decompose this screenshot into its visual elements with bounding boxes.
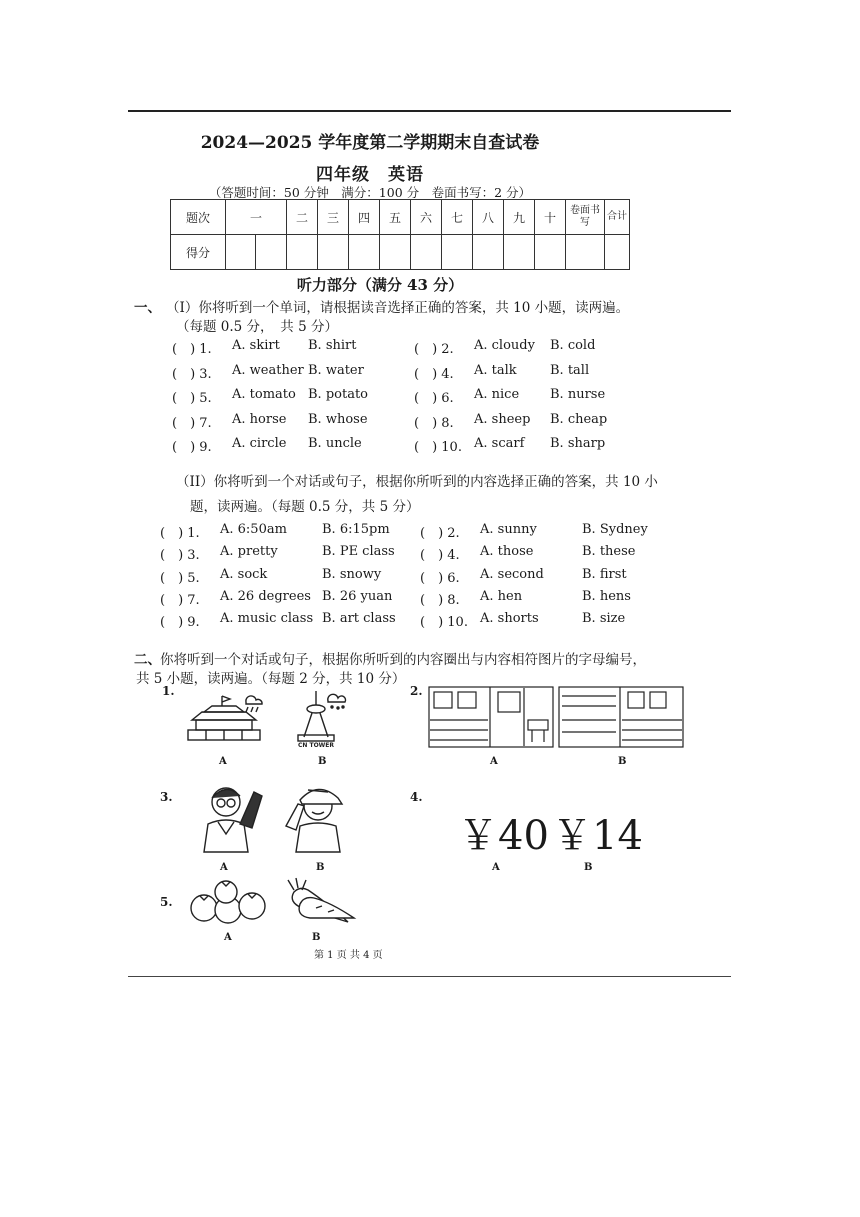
classroom-picture-a[interactable] xyxy=(428,686,554,748)
cn-tower-picture[interactable] xyxy=(292,689,352,749)
score-cell[interactable] xyxy=(535,235,566,270)
answer-bracket[interactable]: ( ) 2. xyxy=(420,526,460,541)
listening-section-title: 听力部分（满分 43 分） xyxy=(296,276,464,294)
answer-bracket[interactable]: ( ) 5. xyxy=(172,391,212,406)
option-b: B. sharp xyxy=(550,436,606,451)
option-b: B. these xyxy=(582,544,636,560)
answer-bracket[interactable]: ( ) 8. xyxy=(414,415,454,431)
option-b: B. snowy xyxy=(322,566,382,582)
top-rule xyxy=(128,110,731,112)
option-a: A. second xyxy=(480,566,544,582)
option-a: A. 6:50am xyxy=(220,522,287,537)
picture-item-number: 3. xyxy=(160,790,173,804)
answer-bracket[interactable]: ( ) 6. xyxy=(414,391,454,406)
option-label-b[interactable]: B xyxy=(318,756,327,767)
part1-sub2-points: 题，读两遍。（每题 0.5 分，共 5 分） xyxy=(190,499,420,515)
part1-sub2-instruction: （II）你将听到一个对话或句子，根据你所听到的内容选择正确的答案，共 10 小 xyxy=(176,474,658,490)
answer-bracket[interactable]: ( ) 8. xyxy=(420,592,460,608)
score-cell[interactable] xyxy=(318,235,349,270)
option-b: B. Sydney xyxy=(582,522,648,537)
score-col: 三 xyxy=(318,200,349,235)
boy-cap-picture[interactable] xyxy=(278,782,358,854)
cn-tower-label: CN TOWER xyxy=(297,742,335,749)
score-table-header-row xyxy=(171,200,630,235)
option-a: A. circle xyxy=(232,436,287,451)
answer-bracket[interactable]: ( ) 9. xyxy=(160,615,200,631)
option-b: B. first xyxy=(582,566,627,582)
score-cell[interactable] xyxy=(566,235,605,270)
score-row-label: 题次 xyxy=(171,200,226,235)
picture-item-number: 5. xyxy=(160,895,173,909)
score-table-score-row xyxy=(171,235,630,270)
score-cell[interactable] xyxy=(380,235,411,270)
option-b: B. 26 yuan xyxy=(322,588,393,604)
exam-title: 2024—2025 学年度第二学期期末自查试卷 xyxy=(200,133,540,153)
option-a: A. skirt xyxy=(232,338,280,353)
option-b: B. cheap xyxy=(550,411,608,427)
answer-bracket[interactable]: ( ) 10. xyxy=(420,615,468,631)
score-cell[interactable] xyxy=(226,235,287,270)
score-col: 十 xyxy=(535,200,566,235)
classroom-picture-b[interactable] xyxy=(558,686,684,748)
option-a: A. talk xyxy=(474,362,517,378)
option-b: B. whose xyxy=(308,411,368,427)
answer-bracket[interactable]: ( ) 6. xyxy=(420,570,460,586)
answer-bracket[interactable]: ( ) 7. xyxy=(160,592,200,608)
score-cell[interactable] xyxy=(442,235,473,270)
option-label-a[interactable]: A xyxy=(492,862,500,873)
option-a: A. those xyxy=(480,544,534,560)
part2-instruction: 你将听到一个对话或句子，根据你所听到的内容圈出与内容相符图片的字母编号， xyxy=(160,652,646,668)
option-b: B. 6:15pm xyxy=(322,522,390,537)
part1-sub1-instruction: （I）你将听到一个单词，请根据读音选择正确的答案，共 10 小题，读两遍。 xyxy=(166,300,630,316)
option-a: A. sock xyxy=(220,566,268,582)
score-col: 四 xyxy=(349,200,380,235)
exam-meta: （答题时间：50 分钟 满分：100 分 卷面书写：2 分） xyxy=(208,185,532,200)
option-b: B. shirt xyxy=(308,338,357,353)
score-col: 八 xyxy=(473,200,504,235)
score-col: 二 xyxy=(287,200,318,235)
score-cell[interactable] xyxy=(411,235,442,270)
option-b: B. PE class xyxy=(322,544,395,560)
tomatoes-picture[interactable] xyxy=(186,878,272,924)
option-label-b[interactable]: B xyxy=(312,932,321,943)
answer-bracket[interactable]: ( ) 10. xyxy=(414,440,462,455)
part2-number: 二、 xyxy=(134,652,161,668)
price-b[interactable]: ￥14 xyxy=(552,813,643,859)
boy-scarf-picture[interactable] xyxy=(196,782,272,854)
score-col: 卷面书写 xyxy=(566,200,605,235)
option-label-b[interactable]: B xyxy=(618,756,627,767)
answer-bracket[interactable]: ( ) 9. xyxy=(172,440,212,455)
option-b: B. potato xyxy=(308,387,368,402)
option-label-a[interactable]: A xyxy=(219,756,227,767)
answer-bracket[interactable]: ( ) 7. xyxy=(172,415,212,431)
option-a: A. 26 degrees xyxy=(220,588,311,604)
option-a: A. nice xyxy=(474,387,520,402)
carrots-picture[interactable] xyxy=(286,878,358,926)
score-col: 七 xyxy=(442,200,473,235)
answer-bracket[interactable]: ( ) 4. xyxy=(414,366,454,382)
part1-sub1-points: （每题 0.5 分， 共 5 分） xyxy=(176,319,338,335)
score-cell[interactable] xyxy=(504,235,535,270)
option-b: B. hens xyxy=(582,588,631,604)
answer-bracket[interactable]: ( ) 4. xyxy=(420,548,460,564)
score-col: 六 xyxy=(411,200,442,235)
option-a: A. horse xyxy=(232,411,287,427)
price-a[interactable]: ￥40 xyxy=(458,813,549,859)
score-cell[interactable] xyxy=(349,235,380,270)
score-col: 一 xyxy=(226,200,287,235)
part1-number: 一、 xyxy=(134,300,161,316)
answer-bracket[interactable]: ( ) 1. xyxy=(172,342,212,357)
option-label-b[interactable]: B xyxy=(584,862,593,873)
option-a: A. pretty xyxy=(220,544,278,560)
score-cell[interactable] xyxy=(605,235,630,270)
option-b: B. art class xyxy=(322,611,396,627)
part2-points: 共 5 小题，读两遍。（每题 2 分，共 10 分） xyxy=(136,671,406,687)
picture-item-number: 4. xyxy=(410,790,423,804)
score-col: 五 xyxy=(380,200,411,235)
option-a: A. tomato xyxy=(232,387,296,402)
answer-bracket[interactable]: ( ) 3. xyxy=(172,366,212,382)
answer-bracket[interactable]: ( ) 1. xyxy=(160,526,200,541)
score-row-label: 得分 xyxy=(171,235,226,270)
option-a: A. music class xyxy=(220,611,314,627)
score-table xyxy=(170,199,630,270)
option-a: A. scarf xyxy=(474,436,525,451)
option-b: B. water xyxy=(308,362,364,378)
picture-item-number: 1. xyxy=(162,684,175,698)
bottom-rule xyxy=(128,976,731,977)
answer-bracket[interactable]: ( ) 2. xyxy=(414,342,454,357)
option-label-a[interactable]: A xyxy=(490,756,498,767)
option-b: B. nurse xyxy=(550,387,606,402)
option-label-a[interactable]: A xyxy=(220,862,228,873)
tiananmen-picture[interactable] xyxy=(186,694,266,744)
option-a: A. cloudy xyxy=(474,338,535,353)
score-cell[interactable] xyxy=(473,235,504,270)
option-a: A. sheep xyxy=(474,411,531,427)
option-a: A. hen xyxy=(480,588,523,604)
answer-bracket[interactable]: ( ) 3. xyxy=(160,548,200,564)
option-b: B. uncle xyxy=(308,436,362,451)
option-b: B. tall xyxy=(550,362,590,378)
option-b: B. cold xyxy=(550,338,596,353)
score-col: 合计 xyxy=(605,200,630,235)
picture-item-number: 2. xyxy=(410,684,423,698)
answer-bracket[interactable]: ( ) 5. xyxy=(160,570,200,586)
option-a: A. shorts xyxy=(480,611,539,627)
score-col: 九 xyxy=(504,200,535,235)
option-b: B. size xyxy=(582,611,626,627)
option-label-a[interactable]: A xyxy=(224,932,232,943)
score-cell[interactable] xyxy=(287,235,318,270)
exam-subtitle: 四年级 英语 xyxy=(316,165,424,185)
option-a: A. sunny xyxy=(480,522,537,537)
option-a: A. weather xyxy=(232,362,304,378)
page-footer: 第 1 页 共 4 页 xyxy=(314,950,383,961)
option-label-b[interactable]: B xyxy=(316,862,325,873)
